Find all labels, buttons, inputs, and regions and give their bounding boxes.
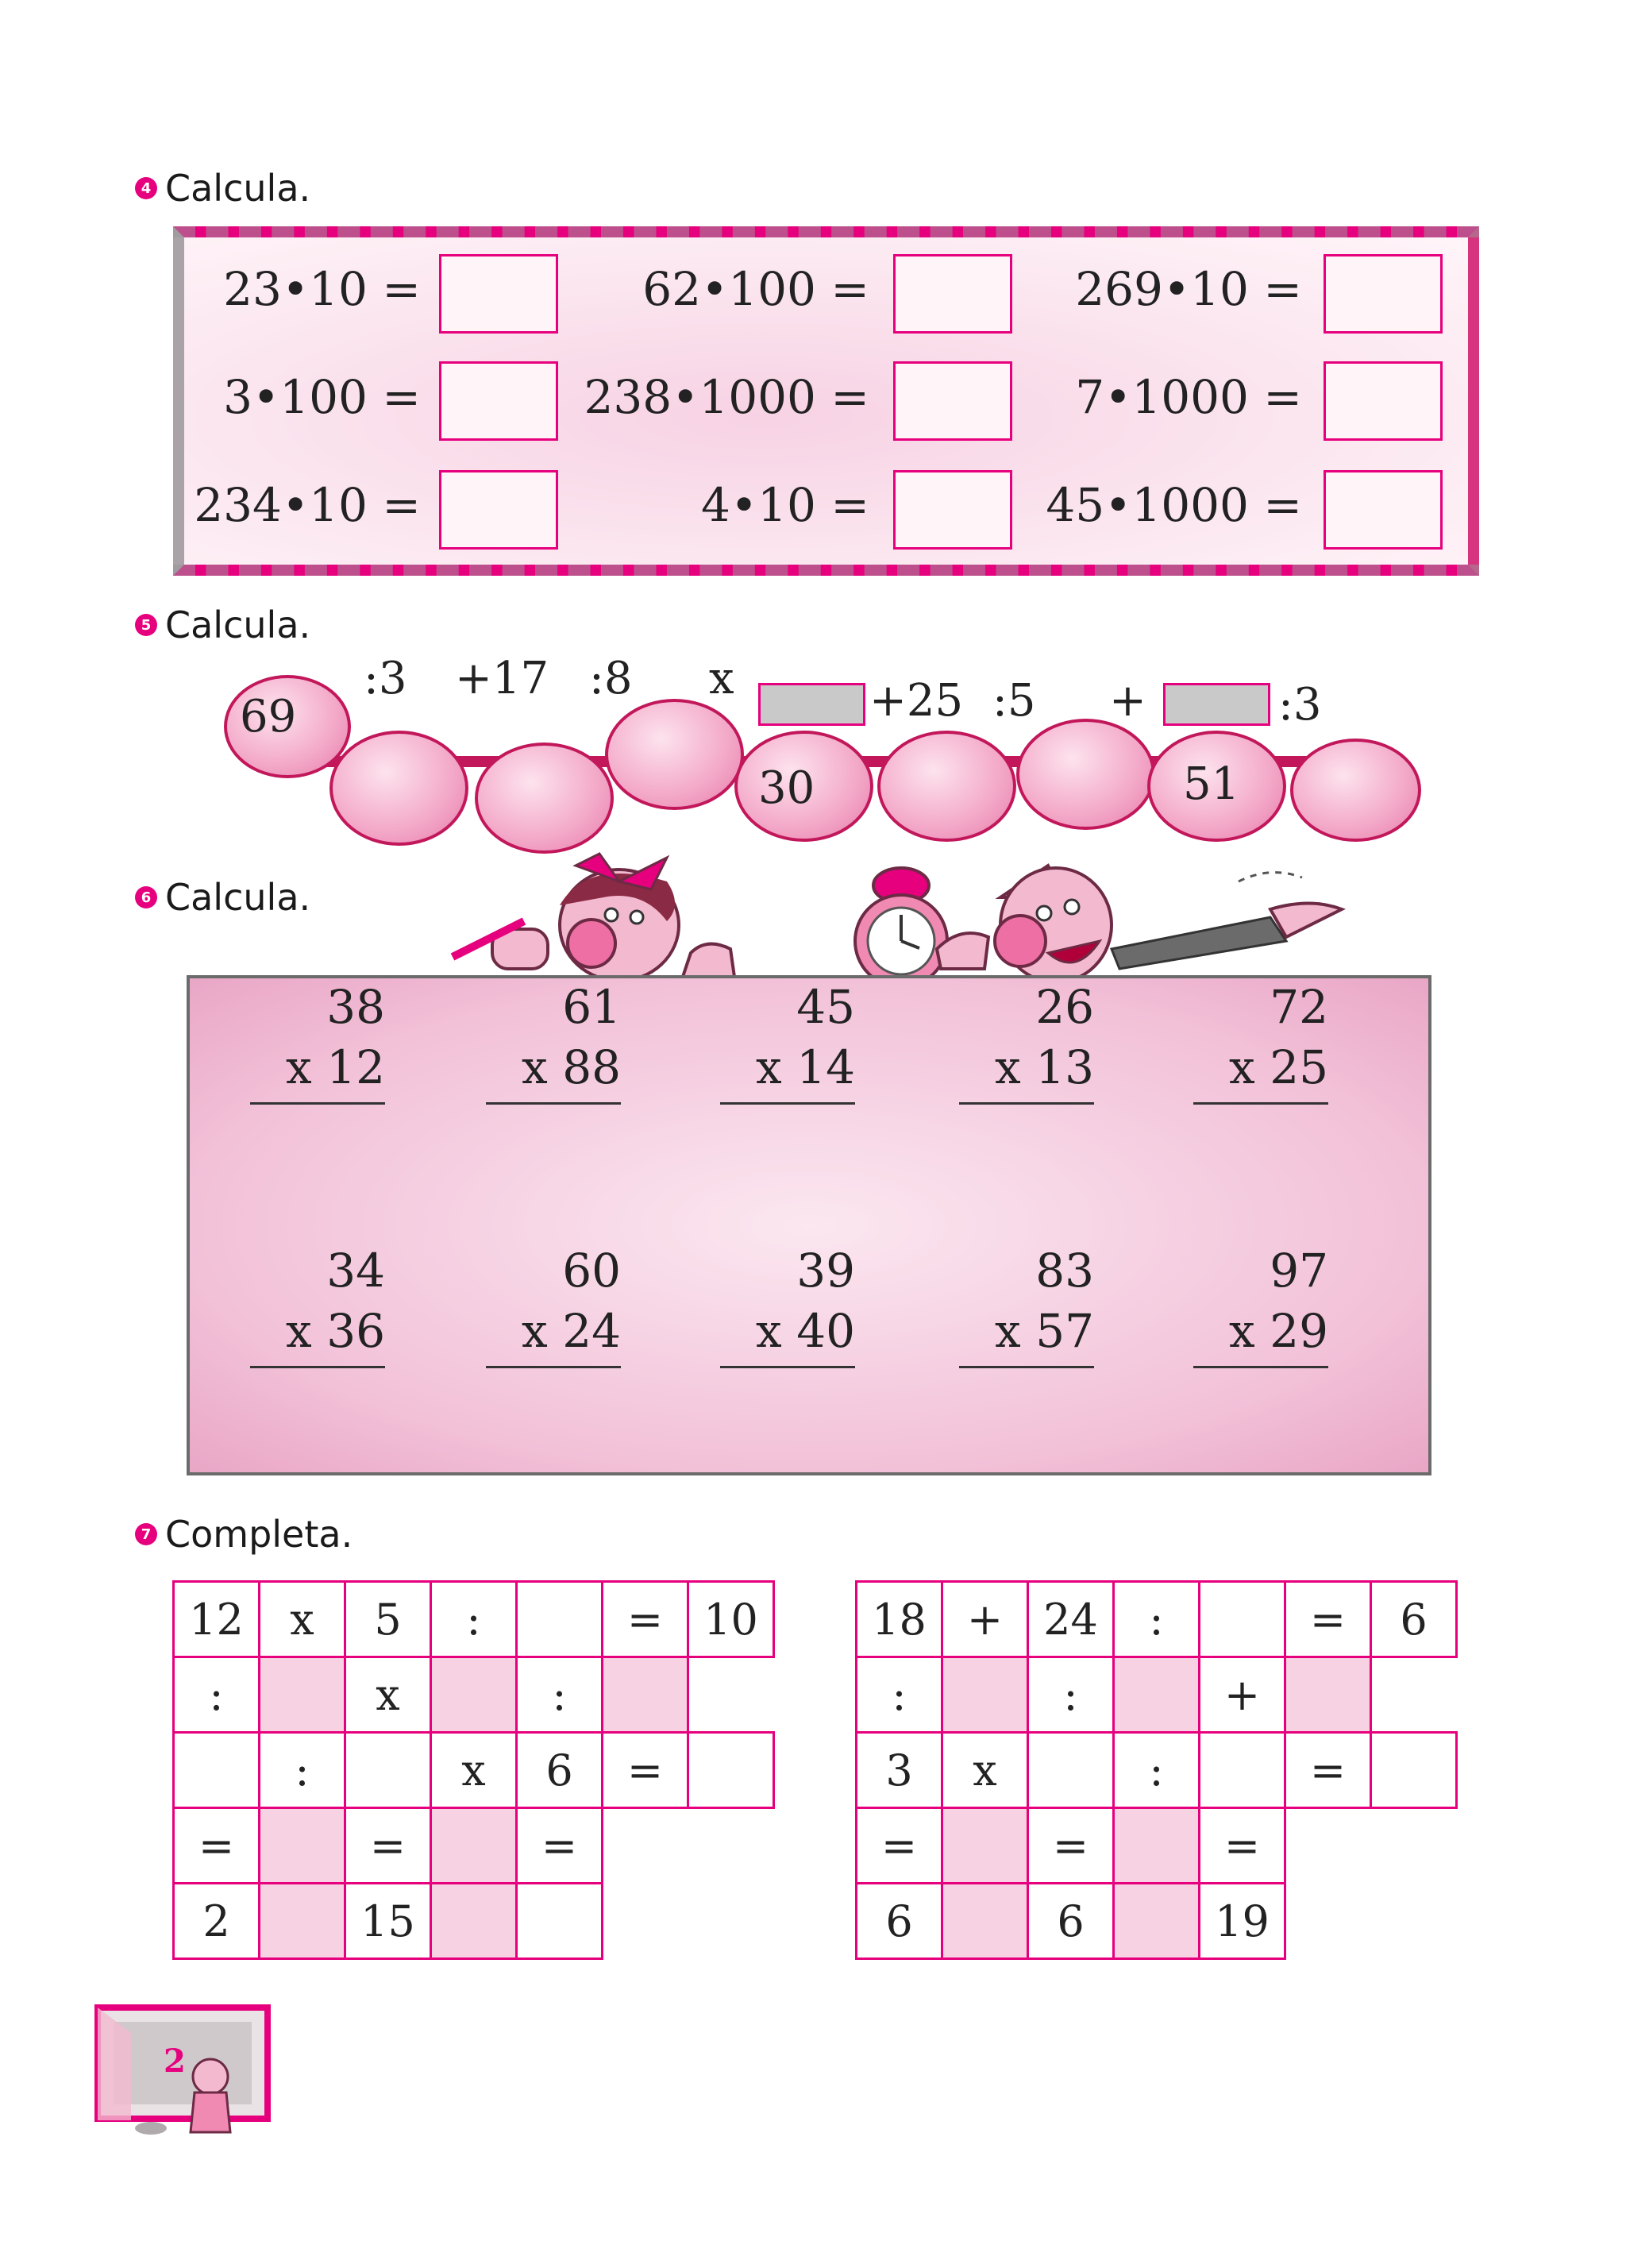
- ex4-answer-box[interactable]: [1324, 361, 1443, 441]
- bead[interactable]: [475, 742, 614, 854]
- grid-cell[interactable]: [941, 1807, 1029, 1884]
- mult-problem: [720, 1240, 855, 1368]
- grid-cell: =: [1027, 1807, 1115, 1884]
- mult-top: 61: [562, 980, 621, 1034]
- mult-problem: [486, 977, 621, 1105]
- grid-cell[interactable]: [430, 1656, 518, 1734]
- grid-cell: [1284, 1807, 1372, 1884]
- operator-blank[interactable]: [758, 683, 865, 726]
- chain-op: :5: [992, 675, 1036, 727]
- chain-op: +17: [455, 653, 549, 704]
- grid-cell: =: [1198, 1807, 1286, 1884]
- mult-line: [720, 1366, 855, 1368]
- grid-cell[interactable]: [1370, 1731, 1458, 1809]
- mult-bottom: x 24: [522, 1304, 621, 1358]
- chain-start-value: 69: [240, 691, 297, 742]
- mult-bottom: x 14: [756, 1040, 855, 1094]
- girl-character: [453, 854, 734, 981]
- mult-top: 83: [1035, 1244, 1094, 1298]
- grid-cell: x: [430, 1731, 518, 1809]
- mult-problem: [486, 1240, 621, 1368]
- bead[interactable]: [329, 731, 468, 846]
- grid-cell[interactable]: [258, 1656, 346, 1734]
- mult-top: 97: [1270, 1244, 1328, 1298]
- ex7-number: 7: [135, 1523, 157, 1545]
- ex5-heading: [135, 604, 310, 646]
- grid-cell: 5: [344, 1580, 432, 1658]
- grid-cell: :: [1027, 1656, 1115, 1734]
- operator-blank[interactable]: [1163, 683, 1270, 726]
- mult-top: 39: [796, 1244, 855, 1298]
- grid-cell: 19: [1198, 1882, 1286, 1960]
- grid-cell: 12: [172, 1580, 260, 1658]
- chain-op: :3: [1278, 679, 1322, 731]
- mult-top: 38: [326, 980, 385, 1034]
- grid-cell: x: [344, 1656, 432, 1734]
- ex4-answer-box[interactable]: [439, 361, 558, 441]
- grid-cell[interactable]: [1027, 1731, 1115, 1809]
- mult-problem: [1193, 1240, 1328, 1368]
- grid-cell: 6: [1027, 1882, 1115, 1960]
- mult-top: 60: [562, 1244, 621, 1298]
- mult-problem: [959, 1240, 1094, 1368]
- ex6-title: Calcula.: [165, 876, 311, 919]
- ex4-eq: 62•100 =: [642, 262, 869, 316]
- grid-cell[interactable]: [1112, 1882, 1200, 1960]
- mult-line: [1193, 1102, 1328, 1105]
- chain-op: +25: [869, 675, 964, 727]
- ex4-eq: 23•10 =: [223, 262, 421, 316]
- grid-cell: [687, 1882, 775, 1960]
- grid-cell: 18: [855, 1580, 943, 1658]
- mult-bottom: x 25: [1229, 1040, 1328, 1094]
- ex4-answer-box[interactable]: [1324, 470, 1443, 550]
- ex4-eq: 4•10 =: [701, 478, 869, 532]
- mult-top: 72: [1270, 980, 1328, 1034]
- characters-illustration: [429, 850, 1374, 993]
- grid-cell: 6: [515, 1731, 603, 1809]
- mult-line: [486, 1102, 621, 1105]
- grid-cell: 24: [1027, 1580, 1115, 1658]
- ex4-eq: 3•100 =: [223, 370, 421, 424]
- ex5-number: 5: [135, 614, 157, 636]
- grid-cell: 15: [344, 1882, 432, 1960]
- mult-bottom: x 40: [756, 1304, 855, 1358]
- mult-bottom: x 57: [995, 1304, 1094, 1358]
- ex5-title: Calcula.: [165, 604, 311, 646]
- grid-cell[interactable]: [687, 1731, 775, 1809]
- chain-op: x: [709, 653, 734, 704]
- grid-cell: 6: [1370, 1580, 1458, 1658]
- ex4-answer-box[interactable]: [1324, 254, 1443, 334]
- mult-bottom: x 13: [995, 1040, 1094, 1094]
- bead[interactable]: [1290, 739, 1421, 842]
- grid-cell: :: [172, 1656, 260, 1734]
- mult-problem: [250, 977, 385, 1105]
- grid-cell: =: [344, 1807, 432, 1884]
- grid-cell: [1370, 1807, 1458, 1884]
- chain-op: :8: [589, 653, 633, 704]
- mult-line: [486, 1366, 621, 1368]
- chain-fixed-value: 30: [758, 762, 815, 814]
- grid-cell: =: [1284, 1580, 1372, 1658]
- mult-bottom: x 12: [286, 1040, 385, 1094]
- ex7-heading: [135, 1513, 353, 1556]
- ex4-eq: 269•10 =: [1075, 262, 1302, 316]
- mult-line: [250, 1102, 385, 1105]
- ex6-number: 6: [135, 886, 157, 908]
- grid-cell: +: [1198, 1656, 1286, 1734]
- grid-cell: +: [941, 1580, 1029, 1658]
- grid-cell: [687, 1807, 775, 1884]
- ex6-heading: [135, 876, 310, 919]
- ex4-eq: 238•1000 =: [584, 370, 869, 424]
- grid-cell: :: [430, 1580, 518, 1658]
- grid-cell[interactable]: [258, 1807, 346, 1884]
- ex7-title: Completa.: [165, 1513, 353, 1556]
- mult-line: [959, 1102, 1094, 1105]
- ex4-heading: [135, 167, 310, 210]
- bead[interactable]: [877, 731, 1016, 842]
- ex4-answer-box[interactable]: [439, 254, 558, 334]
- grid-cell[interactable]: [258, 1882, 346, 1960]
- chain-fixed-value: 51: [1183, 758, 1240, 810]
- mult-line: [250, 1366, 385, 1368]
- grid-cell[interactable]: [1198, 1731, 1286, 1809]
- mult-problem: [250, 1240, 385, 1368]
- grid-cell[interactable]: [515, 1882, 603, 1960]
- mult-problem: [1193, 977, 1328, 1105]
- ex4-eq: 234•10 =: [194, 478, 421, 532]
- bead[interactable]: [1016, 719, 1155, 830]
- chain-op: +: [1109, 675, 1146, 727]
- grid-cell: =: [515, 1807, 603, 1884]
- grid-cell[interactable]: [941, 1656, 1029, 1734]
- grid-cell: [1370, 1882, 1458, 1960]
- grid-cell: :: [855, 1656, 943, 1734]
- grid-cell: =: [172, 1807, 260, 1884]
- mult-problem: [959, 977, 1094, 1105]
- grid-cell: =: [601, 1580, 689, 1658]
- grid-cell: [1370, 1656, 1458, 1734]
- grid-cell: [687, 1656, 775, 1734]
- grid-cell: :: [515, 1656, 603, 1734]
- grid-cell[interactable]: [515, 1580, 603, 1658]
- grid-cell: x: [941, 1731, 1029, 1809]
- mult-bottom: x 36: [286, 1304, 385, 1358]
- mult-top: 45: [796, 980, 855, 1034]
- ex4-eq: 7•1000 =: [1075, 370, 1302, 424]
- chain-op: :3: [364, 653, 407, 704]
- grid-cell: 6: [855, 1882, 943, 1960]
- ex7-grid-left: [172, 1580, 773, 1958]
- grid-cell: =: [855, 1807, 943, 1884]
- mult-line: [720, 1102, 855, 1105]
- grid-cell: 3: [855, 1731, 943, 1809]
- grid-cell: 2: [172, 1882, 260, 1960]
- grid-cell: 10: [687, 1580, 775, 1658]
- ex4-eq: 45•1000 =: [1046, 478, 1302, 532]
- boy-character: [937, 866, 1342, 982]
- grid-cell[interactable]: [1112, 1656, 1200, 1734]
- mult-top: 26: [1035, 980, 1094, 1034]
- grid-cell: x: [258, 1580, 346, 1658]
- grid-cell[interactable]: [1284, 1656, 1372, 1734]
- grid-cell[interactable]: [430, 1882, 518, 1960]
- ex7-grid-right: [855, 1580, 1455, 1958]
- grid-cell: =: [601, 1731, 689, 1809]
- alarm-clock-icon: [855, 868, 947, 987]
- mult-line: [959, 1366, 1094, 1368]
- grid-cell: [601, 1882, 689, 1960]
- mult-line: [1193, 1366, 1328, 1368]
- mult-top: 34: [326, 1244, 385, 1298]
- grid-cell[interactable]: [1198, 1580, 1286, 1658]
- grid-cell[interactable]: [1112, 1807, 1200, 1884]
- grid-cell: =: [1284, 1731, 1372, 1809]
- mult-bottom: x 88: [522, 1040, 621, 1094]
- grid-cell[interactable]: [430, 1807, 518, 1884]
- ex4-number: 4: [135, 177, 157, 199]
- grid-cell: [601, 1807, 689, 1884]
- grid-cell: :: [1112, 1731, 1200, 1809]
- page-number: 2: [164, 2042, 186, 2080]
- grid-cell[interactable]: [941, 1882, 1029, 1960]
- grid-cell: [1284, 1882, 1372, 1960]
- grid-cell: :: [258, 1731, 346, 1809]
- bead[interactable]: [605, 699, 744, 810]
- mult-problem: [720, 977, 855, 1105]
- grid-cell[interactable]: [172, 1731, 260, 1809]
- grid-cell[interactable]: [601, 1656, 689, 1734]
- mult-bottom: x 29: [1229, 1304, 1328, 1358]
- ex4-answer-box[interactable]: [439, 470, 558, 550]
- grid-cell: :: [1112, 1580, 1200, 1658]
- grid-cell[interactable]: [344, 1731, 432, 1809]
- ex4-title: Calcula.: [165, 167, 311, 210]
